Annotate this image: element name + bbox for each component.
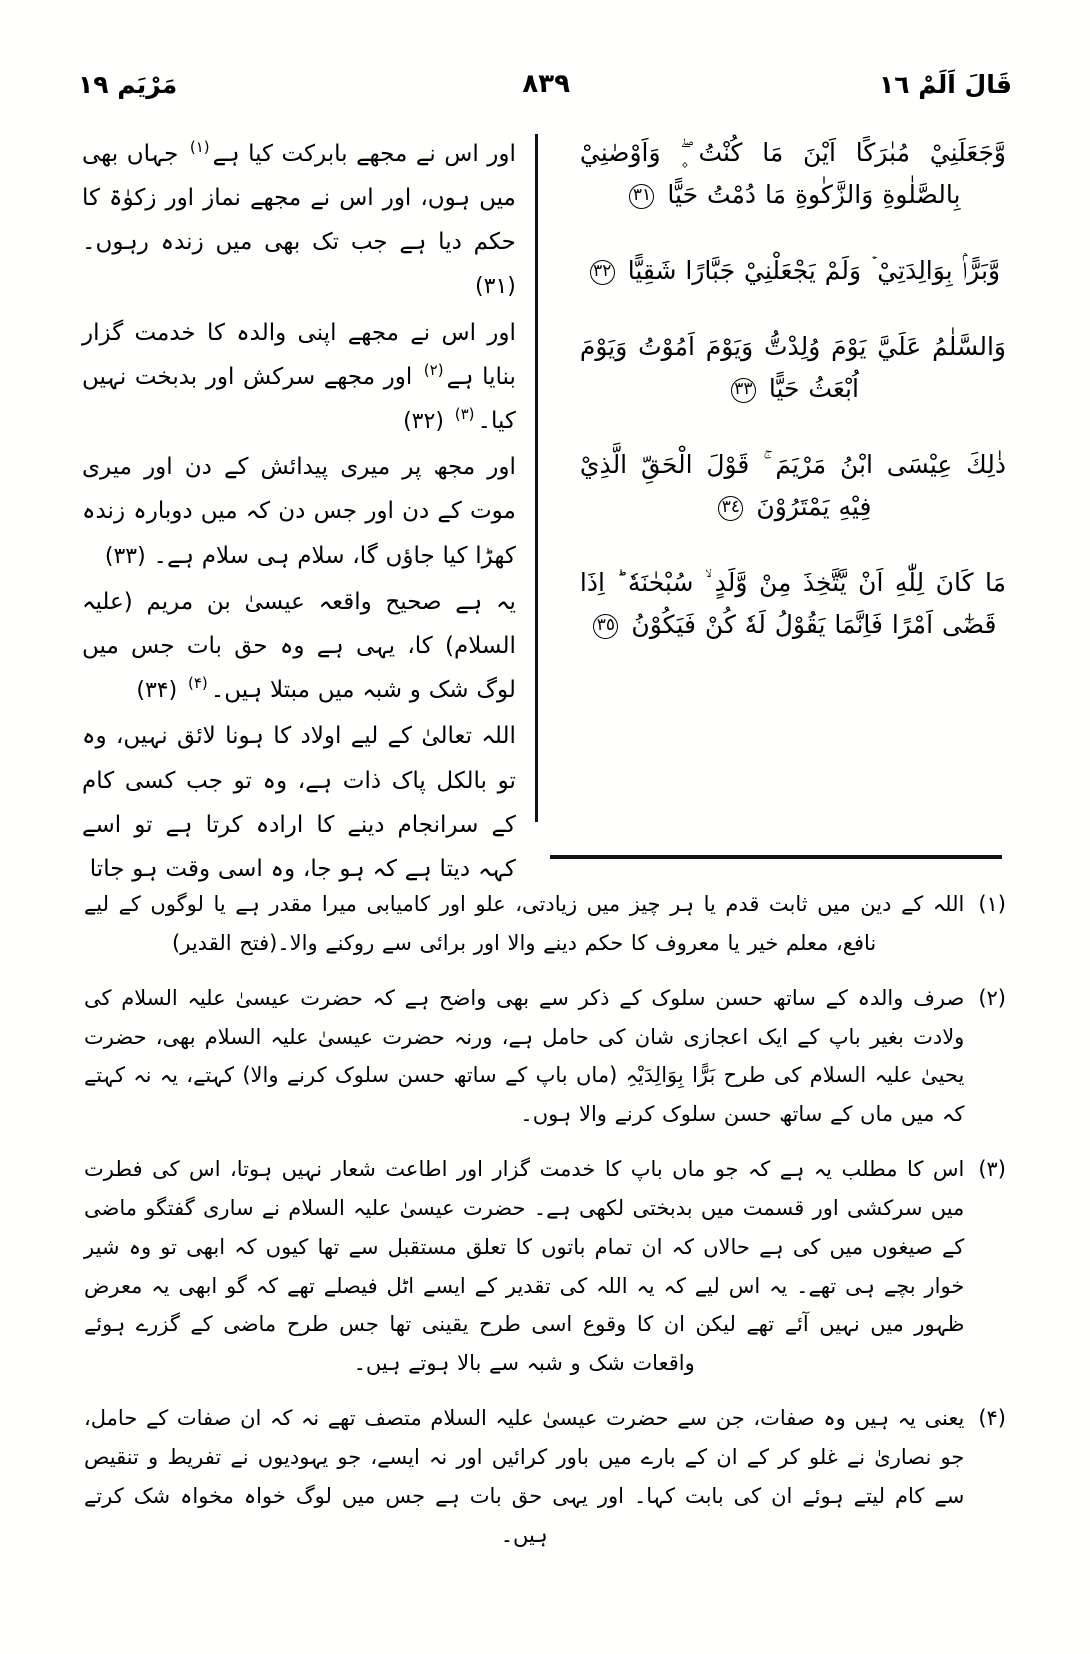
footnote-1-text [84, 885, 964, 963]
footnote-ref-2: (۲) [423, 361, 444, 380]
ayah-34-text: ذٰلِكَ عِيْسَى ابْنُ مَرْيَمَ ۚ قَوْلَ الْحَقِّ الَّذِيْ فِيْهِ يَمْتَرُوْنَ [579, 450, 1006, 521]
ayah-35-text: مَا كَانَ لِلّٰهِ اَنْ يَّتَّخِذَ مِنْ وَّلَدٍ ۙ سُبْحٰنَهٗ ؕ اِذَا قَضٰٓى اَمْرًا فَاِنَّمَا يَقُوْلُ لَهٗ كُنْ فَيَكُوْنُ [579, 568, 1006, 639]
translation-block-32 [82, 311, 516, 444]
translation-block-31 [82, 132, 516, 309]
footnote-1 [84, 885, 1006, 963]
footnote-1-source: (فتح القدیر) [172, 930, 278, 955]
translation-32-lead: اور اس نے مجھے اپنی والدہ کا خدمت گزار بنایا ہے [82, 319, 516, 390]
translation-31-lead: اور اس نے مجھے بابرکت کیا ہے [212, 141, 516, 167]
translation-block-34 [82, 580, 516, 713]
footnote-ref-3: (۳) [454, 405, 475, 424]
footnote-4 [84, 1399, 1006, 1554]
page-number: ٨٣٩ [522, 69, 570, 100]
arabic-verse-column [554, 128, 1012, 828]
verse-number-31: (۳۱) [475, 274, 516, 300]
footnote-ref-1: (۱) [189, 138, 210, 157]
ayah-31 [580, 132, 1006, 216]
footnote-4-marker: (۴) [978, 1406, 1006, 1431]
translation-block-33 [82, 445, 516, 578]
running-header [78, 62, 1012, 108]
footnote-2 [84, 979, 1006, 1134]
translation-35-text: اللہ تعالیٰ کے لیے اولاد کا ہونا لائق نہیں، وہ تو بالکل پاک ذات ہے، وہ تو جب کسی کام کے سرانجام دینے کا ارادہ کرتا ہے تو اسے کہہ دیتا ہے کہ ہو جا، وہ اسی وقت ہو جاتا [82, 723, 516, 882]
ayah-32-text: وَّبَرًّاۢ بِوَالِدَتِيْ ۡ وَلَمْ يَجْعَلْنِيْ جَبَّارًا شَقِيًّا [627, 256, 1001, 285]
footnote-4-text: یعنی یہ ہیں وہ صفات، جن سے حضرت عیسیٰ علیہ السلام متصف تھے نہ کہ ان صفات کے حامل، جو نصاریٰ نے غلو کر کے ان کے بارے میں باور کرائیں اور نہ ایسے، جو یہودیوں نے تفریط و تنقیص سے کام لیتے ہوئے ان کی بابت کہا۔ اور یہی حق بات ہے جس میں لوگ خواہ مخواہ شک کرتے ہیں۔ [84, 1406, 965, 1547]
ayah-35-number: ٣٥ [593, 614, 618, 639]
translation-31-rest: جہاں بھی میں ہوں، اور اس نے مجھے نماز اور زکوٰۃ کا حکم دیا ہے جب تک بھی میں زندہ رہوں۔ [82, 141, 516, 256]
footnote-3-marker: (۳) [978, 1157, 1006, 1182]
footnote-ref-4: (۴) [188, 674, 208, 693]
footnote-3-text: اس کا مطلب یہ ہے کہ جو ماں باپ کا خدمت گزار اور اطاعت شعار نہیں ہوتا، اس کی فطرت میں سرکشی اور قسمت میں بدبختی لکھی ہے۔ حضرت عیسیٰ علیہ السلام نے ساری گفتگو ماضی کے صیغوں میں کی ہے حالاں کہ ان تمام باتوں کا تعلق مستقبل سے تھا کیوں کہ ابھی تو وہ شیر خوار بچے ہی تھے۔ یہ اس لیے کہ یہ اللہ کی تقدیر کے ایسے اٹل فیصلے تھے کہ گو ابھی یہ معرض ظہور میں نہیں آئے تھے لیکن ان کا وقوع اسی طرح یقینی تھا جس طرح ماضی کے گزرے ہوئے واقعات شک و شبہ سے بالا ہوتے ہیں۔ [84, 1157, 965, 1376]
ayah-33-text: وَالسَّلٰمُ عَلَيَّ يَوْمَ وُلِدْتُّ وَيَوْمَ اَمُوْتُ وَيَوْمَ اُبْعَثُ حَيًّا [579, 332, 1006, 403]
body-columns [78, 128, 1012, 882]
translation-33-text: اور مجھ پر میری پیدائش کے دن اور میری موت کے دن اور جس دن کہ میں دوبارہ زندہ کھڑا کیا جاؤں گا، سلام ہی سلام ہے۔ [82, 454, 516, 569]
ayah-33-number: ٣٣ [731, 378, 756, 403]
translation-34-text: یہ ہے صحیح واقعہ عیسیٰ بن مریم (علیہ السلام) کا، یہی ہے وہ حق بات جس میں لوگ شک و شبہ میں مبتلا ہیں۔ [82, 588, 516, 704]
footnote-2-marker: (۲) [978, 985, 1006, 1010]
ayah-35 [580, 562, 1006, 646]
verse-number-33: (۳۳) [104, 543, 146, 569]
ayah-32 [580, 250, 1006, 292]
verse-number-32: (۳۲) [403, 409, 444, 435]
footnote-separator-rule [550, 855, 1002, 859]
urdu-translation-column [78, 128, 536, 882]
header-para-label: قَالَ اَلَمْ ١٦ [879, 70, 1012, 99]
ayah-32-number: ٣٢ [590, 260, 615, 285]
footnote-3 [84, 1150, 1006, 1383]
ayah-33 [580, 326, 1006, 410]
ayah-34-number: ٣٤ [718, 496, 743, 521]
footnote-1-marker: (۱) [978, 892, 1006, 916]
translation-block-35 [82, 714, 516, 891]
footnotes-section [84, 885, 1006, 1571]
ayah-31-text: وَّجَعَلَنِيْ مُبٰرَكًا اَيْنَ مَا كُنْتُ ۪ۖ وَاَوْصٰنِيْ بِالصَّلٰوةِ وَالزَّكٰوةِ مَا دُمْتُ حَيًّا [579, 138, 1006, 209]
verse-number-34: (۳۴) [136, 678, 178, 704]
translation-32-rest: اور مجھے سرکش اور بدبخت نہیں کیا۔ [82, 363, 516, 435]
footnote-1-body: اللہ کے دین میں ثابت قدم یا ہر چیز میں زیادتی، علو اور کامیابی میرا مقدر ہے یا لوگوں کے لیے نافع، معلم خیر یا معروف کا حکم دینے والا اور برائی سے روکنے والا۔ [84, 892, 965, 955]
ayah-34 [580, 444, 1006, 528]
ayah-31-number: ٣١ [629, 184, 654, 209]
footnote-2-text: صرف والدہ کے ساتھ حسن سلوک کے ذکر سے بھی واضح ہے کہ حضرت عیسیٰ علیہ السلام کی ولادت بغیر باپ کے ایک اعجازی شان کی حامل ہے، ورنہ حضرت عیسیٰ علیہ السلام بھی، حضرت یحییٰ علیہ السلام کی طرح بَرًّا بِوَالِدَیْہِ (ماں باپ کے ساتھ حسن سلوک کرنے والا) کہتے، یہ نہ کہتے کہ میں ماں کے ساتھ حسن سلوک کرنے والا ہوں۔ [84, 985, 965, 1127]
header-surah-label: مَرْيَم ١٩ [78, 70, 178, 99]
column-divider [535, 134, 538, 822]
